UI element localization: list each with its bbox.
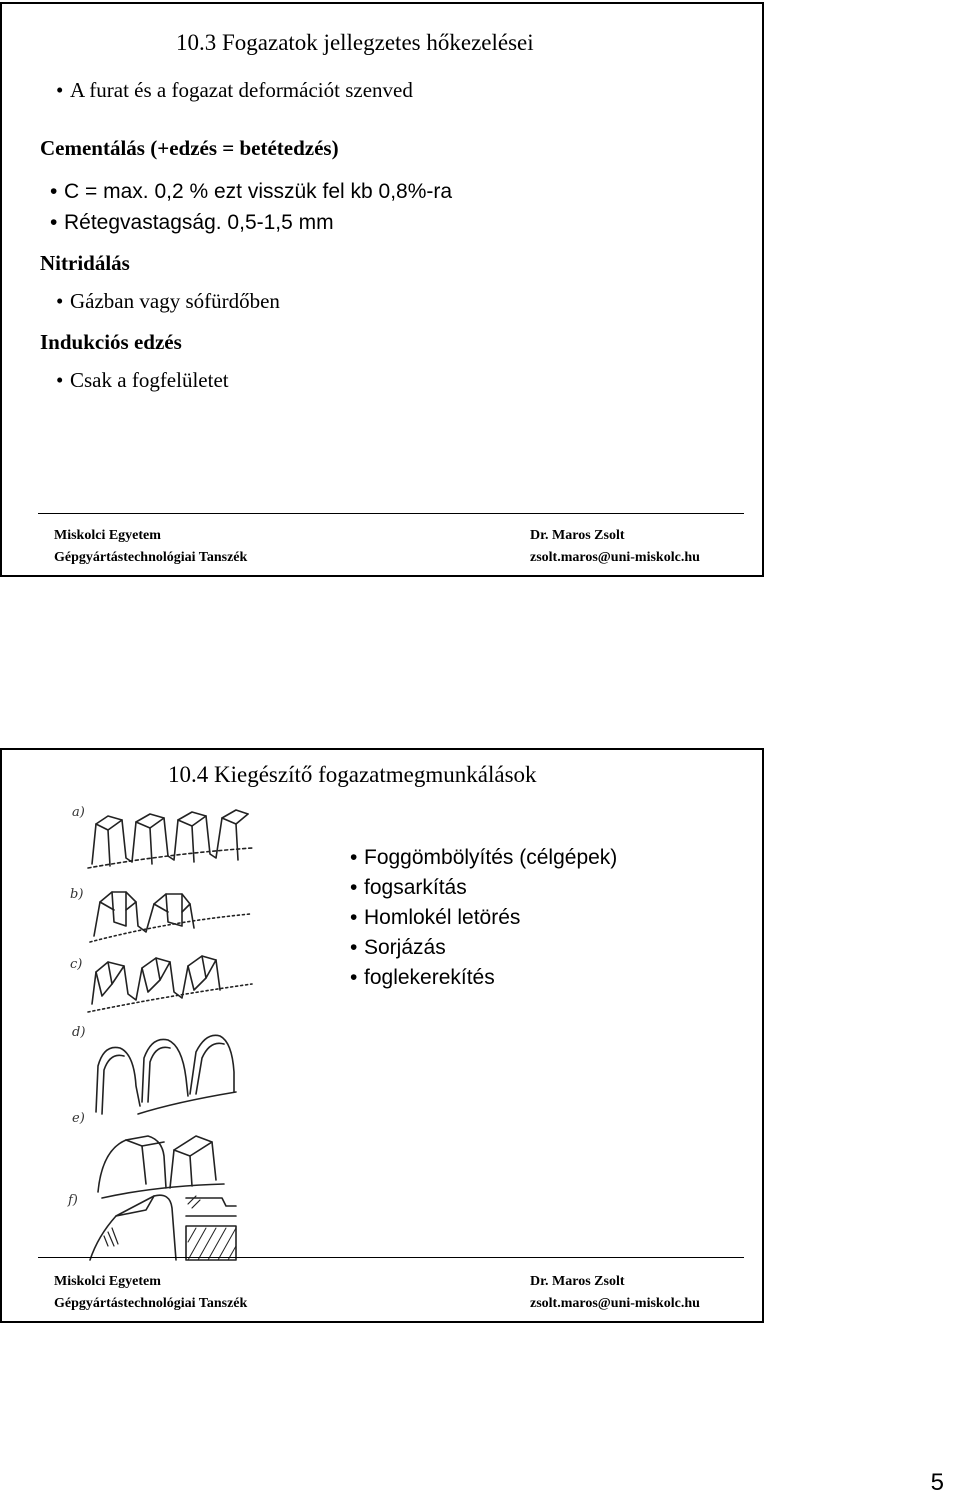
slide-heat-treatment (0, 2, 764, 577)
bullet-deburring: • Sorjázás (350, 936, 446, 960)
bullet-corner-chamfer: • fogsarkítás (350, 876, 467, 900)
slide-title: 10.4 Kiegészítő fogazatmegmunkálások (168, 762, 537, 787)
bullet-tooth-surface: • Csak a fogfelületet (56, 368, 229, 393)
footer-department: Gépgyártástechnológiai Tanszék (54, 550, 248, 565)
sketch-c (88, 956, 252, 1012)
footer-rule (38, 1257, 744, 1258)
footer-email: zsolt.maros@uni-miskolc.hu (530, 1296, 700, 1311)
label-e: e) (72, 1111, 85, 1126)
slide-title: 10.3 Fogazatok jellegzetes hőkezelései (176, 30, 534, 55)
bullet-layer-thickness: • Rétegvastagság. 0,5-1,5 mm (50, 211, 334, 235)
sketch-e (98, 1136, 224, 1198)
bullet-deformation: • A furat és a fogazat deformációt szenved (56, 78, 413, 103)
label-f: f) (68, 1193, 78, 1208)
label-d: d) (72, 1025, 86, 1040)
page-number: 5 (930, 1469, 944, 1496)
label-b: b) (70, 887, 84, 902)
label-a: a) (72, 805, 85, 820)
heading-nitriding: Nitridálás (40, 251, 130, 275)
bullet-tooth-rounding: • foglekerekítés (350, 966, 495, 990)
gear-tooth-sketches (46, 796, 294, 1264)
sketch-f (90, 1195, 236, 1260)
bullet-gas-salt: • Gázban vagy sófürdőben (56, 289, 280, 314)
bullet-carbon: • C = max. 0,2 % ezt visszük fel kb 0,8%-ra (50, 180, 452, 204)
footer-university: Miskolci Egyetem (54, 528, 161, 543)
footer-email: zsolt.maros@uni-miskolc.hu (530, 550, 700, 565)
sketch-a (88, 810, 252, 868)
sketch-b (90, 892, 250, 942)
label-c: c) (70, 957, 83, 972)
footer-rule (38, 513, 744, 514)
heading-induction: Indukciós edzés (40, 330, 182, 354)
sketch-d (96, 1035, 236, 1114)
bullet-rounding: • Foggömbölyítés (célgépek) (350, 846, 617, 870)
slide-finishing-operations (0, 748, 764, 1323)
heading-cementation: Cementálás (+edzés = betétedzés) (40, 136, 339, 160)
footer-university: Miskolci Egyetem (54, 1274, 161, 1289)
footer-department: Gépgyártástechnológiai Tanszék (54, 1296, 248, 1311)
footer-author: Dr. Maros Zsolt (530, 1274, 625, 1289)
bullet-face-chamfer: • Homlokél letörés (350, 906, 520, 930)
footer-author: Dr. Maros Zsolt (530, 528, 625, 543)
